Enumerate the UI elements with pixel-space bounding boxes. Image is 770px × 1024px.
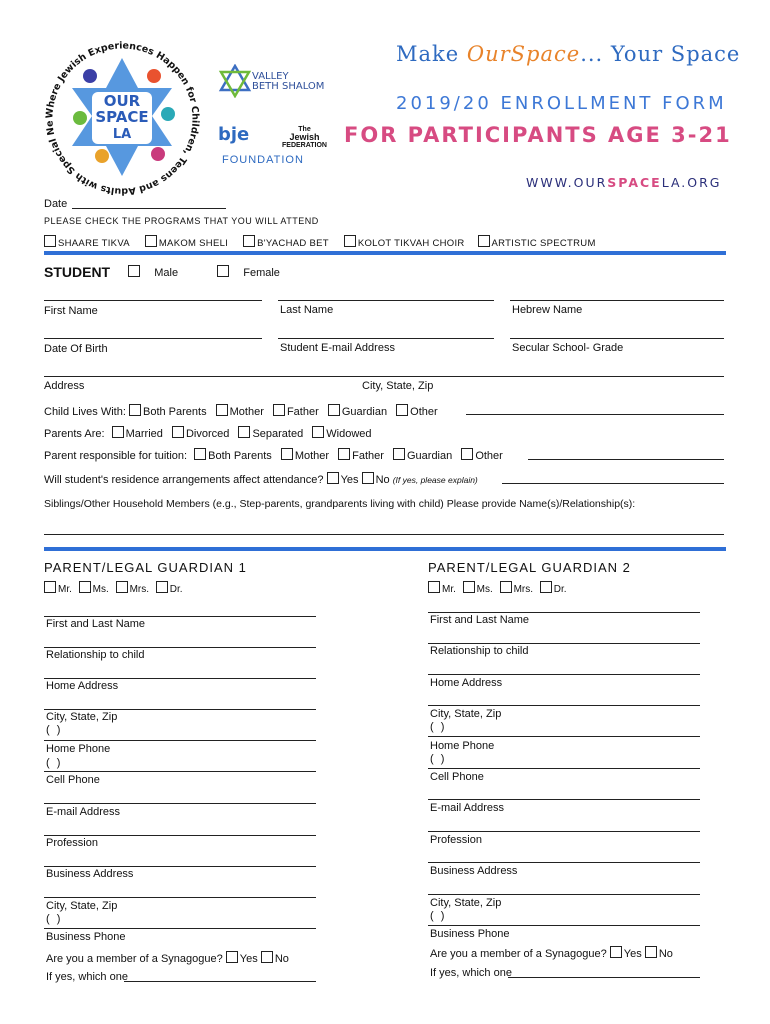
checkbox[interactable]: [79, 581, 91, 593]
lives-with-other-field[interactable]: [466, 414, 724, 415]
first-name-field[interactable]: [44, 300, 262, 301]
g1-name-field[interactable]: [44, 616, 316, 617]
hebrew-name-field[interactable]: [510, 300, 724, 301]
checkbox[interactable]: [645, 946, 657, 958]
g1-profession-field[interactable]: [44, 835, 316, 836]
option-label: Father: [286, 406, 319, 418]
guardian1-heading: PARENT/LEGAL GUARDIAN 1: [44, 560, 247, 575]
foundation-text: FOUNDATION: [222, 154, 304, 166]
checkbox[interactable]: [243, 235, 255, 247]
vbs-line2: BETH SHALOM: [252, 81, 325, 92]
checkbox[interactable]: [328, 404, 340, 416]
yes-label: Yes: [340, 474, 359, 486]
federation-logo: bje The Jewish FEDERATION FOUNDATION: [218, 124, 327, 166]
header-tagline: [396, 42, 740, 66]
siblings-field[interactable]: [44, 534, 724, 535]
website: [526, 175, 721, 190]
dob-label: Date Of Birth: [44, 343, 108, 355]
date-label: Date: [44, 198, 68, 210]
g1-relationship-field[interactable]: [44, 647, 316, 648]
checkbox[interactable]: [128, 265, 140, 277]
g1-address-field[interactable]: [44, 678, 316, 679]
male-option[interactable]: [128, 265, 178, 279]
program-label: ARTISTIC SPECTRUM: [491, 238, 596, 249]
checkbox[interactable]: [396, 404, 408, 416]
option-label: Other: [475, 450, 503, 462]
g2-address-field[interactable]: [428, 674, 700, 675]
g2-cell-field[interactable]: [428, 768, 700, 769]
g1-cell-field[interactable]: [44, 771, 316, 772]
section-divider: [44, 547, 726, 551]
title-option: Ms.: [476, 584, 493, 595]
dob-field[interactable]: [44, 338, 262, 339]
g2-relationship-label: Relationship to child: [430, 645, 529, 657]
g1-email-field[interactable]: [44, 803, 316, 804]
student-email-field[interactable]: [278, 338, 494, 339]
checkbox[interactable]: [238, 426, 250, 438]
checkbox[interactable]: [145, 235, 157, 247]
checkbox[interactable]: [428, 581, 440, 593]
option-label: Mother: [229, 406, 264, 418]
siblings-prompt: Siblings/Other Household Members (e.g., Step-parents, grandparents living with child) Please provide Name(s)/Relationship(s):: [44, 498, 636, 510]
program-option[interactable]: [243, 238, 329, 249]
date-field[interactable]: [72, 208, 226, 209]
checkbox[interactable]: [327, 472, 339, 484]
g2-city-label: City, State, Zip: [430, 708, 502, 720]
g1-synagogue-row: [46, 951, 289, 965]
g2-email-field[interactable]: [428, 799, 700, 800]
star-of-david-icon: [218, 64, 252, 98]
program-option[interactable]: [44, 238, 130, 249]
tuition-other-field[interactable]: [528, 459, 724, 460]
synagogue-question: Are you a member of a Synagogue?: [430, 948, 607, 960]
g2-profession-label: Profession: [430, 834, 482, 846]
valley-beth-shalom-logo: [218, 64, 328, 104]
program-label: SHAARE TIKVA: [58, 238, 130, 249]
checkbox[interactable]: [478, 235, 490, 247]
g1-business-address-field[interactable]: [44, 866, 316, 867]
g2-home-phone-field[interactable]: [428, 736, 700, 737]
explain-note: (If yes, please explain): [392, 475, 478, 485]
website-pre: WWW.OUR: [526, 175, 608, 190]
checkbox[interactable]: [217, 265, 229, 277]
checkbox[interactable]: [116, 581, 128, 593]
option-label: Separated: [252, 428, 304, 440]
logo-space: SPACE: [95, 108, 149, 126]
tagline-prefix: Make: [396, 42, 467, 66]
tagline-brand: OurSpace: [466, 42, 581, 66]
participants-title: FOR PARTICIPANTS AGE 3-21: [344, 123, 732, 147]
yes-label: Yes: [239, 953, 258, 965]
program-label: B'YACHAD BET: [257, 238, 329, 249]
checkbox[interactable]: [362, 472, 374, 484]
female-label: Female: [243, 267, 280, 279]
tuition-row: [44, 448, 503, 462]
checkbox[interactable]: [226, 951, 238, 963]
checkbox[interactable]: [172, 426, 184, 438]
no-label: No: [658, 948, 673, 960]
checkbox[interactable]: [216, 404, 228, 416]
g1-business-address-label: Business Address: [46, 868, 134, 880]
g2-home-phone-label: Home Phone: [430, 740, 495, 752]
city-label: City, State, Zip: [362, 380, 434, 392]
title-option: Dr.: [553, 584, 567, 595]
g1-profession-label: Profession: [46, 837, 98, 849]
g2-area-code: ( ): [430, 721, 447, 733]
last-name-label: Last Name: [280, 304, 334, 316]
g1-business-phone-label: Business Phone: [46, 931, 126, 943]
program-label: KOLOT TIKVAH CHOIR: [357, 238, 465, 249]
checkbox[interactable]: [194, 448, 206, 460]
male-label: Male: [154, 267, 179, 279]
address-label: Address: [44, 380, 85, 392]
program-option[interactable]: [344, 238, 465, 249]
g1-area-code: ( ): [46, 724, 63, 736]
programs-options: [44, 235, 596, 249]
fed-line2: Jewish: [289, 132, 320, 142]
first-name-label: First Name: [44, 305, 98, 317]
residence-explain-field[interactable]: [502, 483, 724, 484]
option-label: Widowed: [326, 428, 372, 440]
checkbox[interactable]: [312, 426, 324, 438]
checkbox[interactable]: [393, 448, 405, 460]
g2-which-label: If yes, which one: [430, 967, 512, 979]
female-option[interactable]: [217, 265, 280, 279]
address-field[interactable]: [44, 376, 724, 377]
checkbox[interactable]: [273, 404, 285, 416]
tagline-suffix: ... Your Space: [580, 42, 741, 66]
section-divider: [44, 251, 726, 255]
yes-label: Yes: [623, 948, 642, 960]
g1-business-phone-field[interactable]: [44, 928, 316, 929]
title-option: Mrs.: [513, 584, 534, 595]
lives-with-label: Child Lives With:: [44, 406, 126, 418]
g1-area-code: ( ): [46, 913, 63, 925]
checkbox[interactable]: [338, 448, 350, 460]
tuition-label: Parent responsible for tuition:: [44, 450, 188, 462]
title-option: Ms.: [92, 584, 109, 595]
title-option: Mr.: [58, 584, 72, 595]
checkbox[interactable]: [461, 448, 473, 460]
title-option: Mrs.: [129, 584, 150, 595]
g2-synagogue-row: [430, 946, 673, 960]
enrollment-title: 2019/20 ENROLLMENT FORM: [396, 93, 727, 114]
g2-relationship-field[interactable]: [428, 643, 700, 644]
option-label: Other: [410, 406, 438, 418]
synagogue-question: Are you a member of a Synagogue?: [46, 953, 223, 965]
option-label: Guardian: [406, 450, 453, 462]
g1-which-field[interactable]: [124, 981, 316, 982]
g2-business-address-label: Business Address: [430, 865, 518, 877]
g2-name-label: First and Last Name: [430, 614, 530, 626]
parents-are-row: [44, 426, 372, 440]
title-option: Mr.: [442, 584, 456, 595]
website-mid: SPACE: [607, 175, 662, 190]
checkbox[interactable]: [610, 946, 622, 958]
g2-which-field[interactable]: [508, 977, 700, 978]
guardian1-titles: [44, 581, 183, 595]
option-label: Married: [125, 428, 163, 440]
g2-business-city-label: City, State, Zip: [430, 897, 502, 909]
checkbox[interactable]: [156, 581, 168, 593]
ourspace-logo: [40, 36, 205, 201]
g1-business-city-field[interactable]: [44, 897, 316, 898]
g2-business-city-field[interactable]: [428, 894, 700, 895]
school-field[interactable]: [510, 338, 724, 339]
option-label: Guardian: [341, 406, 388, 418]
option-label: Both Parents: [142, 406, 207, 418]
g1-relationship-label: Relationship to child: [46, 649, 145, 661]
g2-cell-label: Cell Phone: [430, 771, 484, 783]
checkbox[interactable]: [281, 448, 293, 460]
title-option: Dr.: [169, 584, 183, 595]
fed-line1: The: [298, 126, 311, 133]
guardian2-titles: [428, 581, 567, 595]
no-label: No: [274, 953, 289, 965]
g2-address-label: Home Address: [430, 677, 503, 689]
option-label: Divorced: [185, 428, 230, 440]
g2-area-code: ( ): [430, 753, 447, 765]
residence-row: [44, 472, 478, 486]
vbs-line1: VALLEY: [252, 71, 289, 82]
g1-home-phone-label: Home Phone: [46, 743, 111, 755]
g2-city-field[interactable]: [428, 705, 700, 706]
g2-name-field[interactable]: [428, 612, 700, 613]
residence-question: Will student's residence arrangements affect attendance?: [44, 474, 324, 486]
parents-are-label: Parents Are:: [44, 428, 105, 440]
logo-our: OUR: [103, 92, 141, 110]
student-email-label: Student E-mail Address: [280, 342, 395, 354]
g2-business-phone-label: Business Phone: [430, 928, 510, 940]
checkbox[interactable]: [44, 235, 56, 247]
checkbox[interactable]: [463, 581, 475, 593]
checkbox[interactable]: [112, 426, 124, 438]
hebrew-name-label: Hebrew Name: [512, 304, 583, 316]
g2-business-address-field[interactable]: [428, 862, 700, 863]
option-label: Mother: [294, 450, 330, 462]
g1-which-label: If yes, which one: [46, 971, 128, 983]
g1-address-label: Home Address: [46, 680, 119, 692]
lives-with-row: [44, 404, 438, 418]
g2-email-label: E-mail Address: [430, 802, 504, 814]
checkbox[interactable]: [261, 951, 273, 963]
g2-business-phone-field[interactable]: [428, 925, 700, 926]
student-heading: STUDENT: [44, 264, 111, 280]
g1-area-code: ( ): [46, 757, 63, 769]
logo-la: LA: [112, 127, 132, 142]
school-label: Secular School- Grade: [512, 342, 624, 354]
g1-city-field[interactable]: [44, 709, 316, 710]
guardian2-heading: PARENT/LEGAL GUARDIAN 2: [428, 560, 631, 575]
g1-cell-label: Cell Phone: [46, 774, 100, 786]
checkbox[interactable]: [344, 235, 356, 247]
fed-line3: FEDERATION: [282, 142, 327, 149]
program-option[interactable]: [478, 238, 596, 249]
checkbox[interactable]: [129, 404, 141, 416]
programs-prompt: PLEASE CHECK THE PROGRAMS THAT YOU WILL ATTEND: [44, 216, 319, 226]
g1-home-phone-field[interactable]: [44, 740, 316, 741]
g2-profession-field[interactable]: [428, 831, 700, 832]
g1-business-city-label: City, State, Zip: [46, 900, 118, 912]
option-label: Both Parents: [208, 450, 272, 462]
g1-city-label: City, State, Zip: [46, 711, 118, 723]
g1-name-label: First and Last Name: [46, 618, 146, 630]
checkbox[interactable]: [540, 581, 552, 593]
g2-area-code: ( ): [430, 910, 447, 922]
g1-email-label: E-mail Address: [46, 806, 120, 818]
checkbox[interactable]: [44, 581, 56, 593]
checkbox[interactable]: [500, 581, 512, 593]
website-post: LA.ORG: [661, 175, 722, 190]
logo-ring-text: Where Jewish Experiences Happen for Children, Teens and Adults with Special Ne: [44, 40, 201, 197]
program-label: MAKOM SHELI: [158, 238, 229, 249]
program-option[interactable]: [145, 238, 228, 249]
option-label: Father: [352, 450, 384, 462]
no-label: No: [375, 474, 390, 486]
last-name-field[interactable]: [278, 300, 494, 301]
